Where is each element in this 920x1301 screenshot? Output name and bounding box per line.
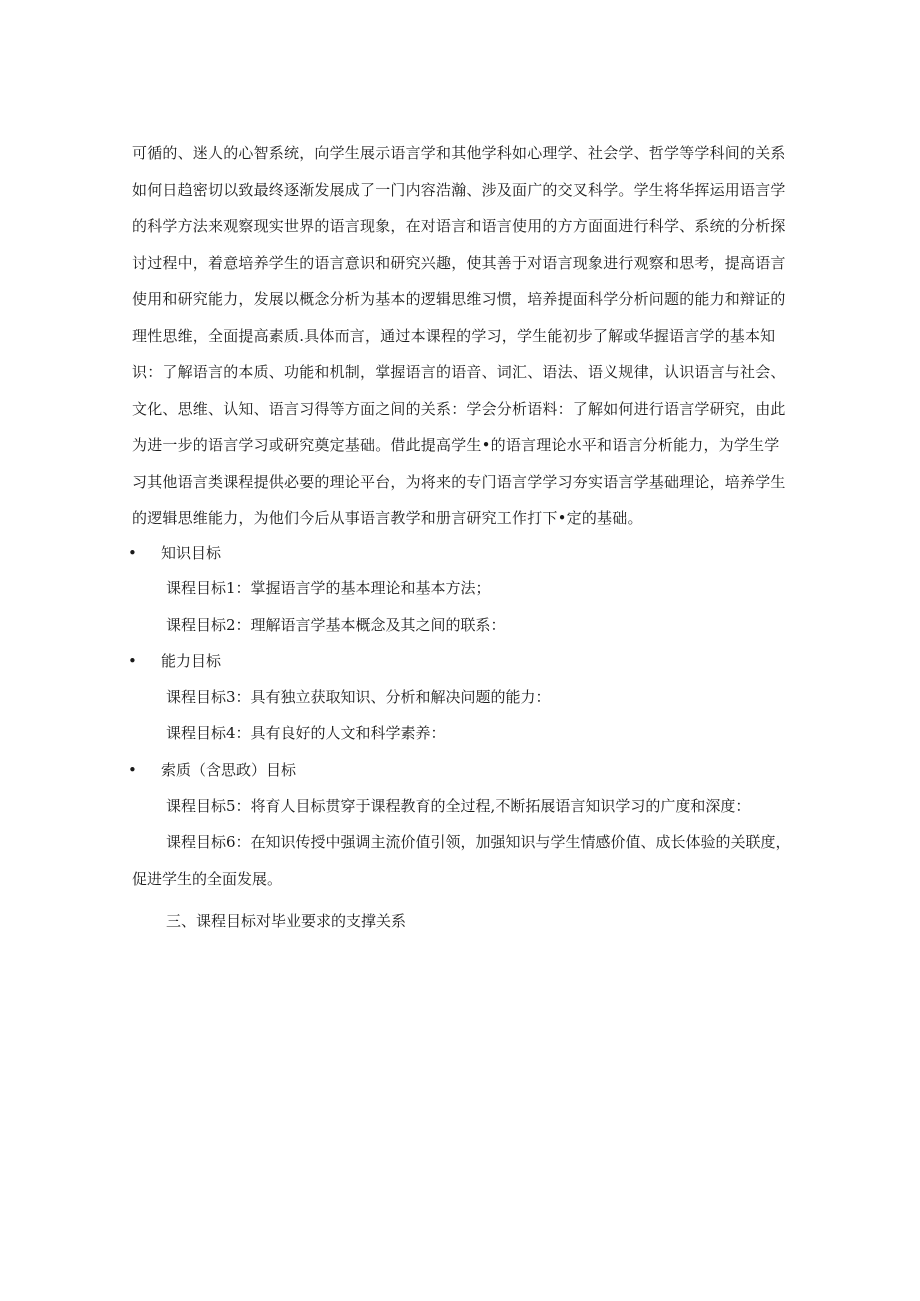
intro-paragraph-line: 的科学方法来观察现实世界的语言现象，在对语言和语言使用的方方面面进行科学、系统的分析探 [132, 217, 786, 235]
course-goal-3: 课程目标3：具有独立获取知识、分析和解决问题的能力： [166, 688, 551, 706]
course-goal-2: 课程目标2：理解语言学基本概念及其之间的联系： [166, 616, 506, 634]
intro-paragraph-line: 的逻辑思维能力，为他们今后从事语言教学和册言研究工作打下•定的基础。 [132, 509, 643, 527]
course-goal-4: 课程目标4：具有良好的人文和科学素养： [166, 724, 446, 742]
intro-paragraph-line: 讨过程中，着意培养学生的语言意识和研究兴趣，使其善于对语言现象进行观察和思考，提高语言 [132, 254, 786, 272]
intro-paragraph-line: 识：了解语言的本质、功能和机制，掌握语言的语音、词汇、语法、语义规律，认识语言与社会、 [132, 363, 786, 381]
intro-paragraph-line: 习其他语言类课程提供必要的理论平台，为将来的专门语言学学习夯实语言学基础理论，培养学生 [132, 473, 786, 491]
intro-paragraph-line: 使用和研究能力，发展以概念分析为基本的逻辑思维习惯，培养提面科学分析问题的能力和辩证的 [132, 290, 786, 308]
section-title: 三、课程目标对毕业要求的支撑关系 [166, 912, 407, 930]
course-goal-1: 课程目标1：掌握语言学的基本理论和基本方法； [166, 579, 491, 597]
course-goal-6-continuation: 促进学生的全面发展。 [132, 870, 283, 888]
knowledge-goals-heading: 知识目标 [161, 544, 222, 562]
intro-paragraph-line: 理性思维，全面提高素质.具体而言，通过本课程的学习，学生能初步了解或华握语言学的基本知 [132, 327, 776, 345]
intro-paragraph-line: 为进一步的语言学习或研究奠定基础。借此提高学生•的语言理论水平和语言分析能力，为学生学 [132, 436, 780, 454]
course-goal-6: 课程目标6：在知识传授中强调主流价值引领，加强知识与学生情感价值、成长体验的关联度， [166, 833, 791, 851]
bullet-marker: • [128, 544, 137, 562]
ability-goals-heading: 能力目标 [161, 652, 222, 670]
intro-paragraph-line: 如何日趋密切以致最终逐渐发展成了一门内容浩瀚、涉及面广的交叉科学。学生将华挥运用语言学 [132, 181, 786, 199]
bullet-marker: • [128, 652, 137, 670]
intro-paragraph-line: 文化、思维、认知、语言习得等方面之间的关系：学会分析语料：了解如何进行语言学研究，由此 [132, 400, 786, 418]
quality-goals-heading: 索质（含思政）目标 [161, 761, 297, 779]
intro-paragraph-line: 可循的、迷人的心智系统，向学生展示语言学和其他学科如心理学、社会学、哲学等学科间的关系 [132, 144, 786, 162]
bullet-marker: • [128, 761, 137, 779]
course-goal-5: 课程目标5：将育人目标贯穿于课程教育的全过程,不断拓展语言知识学习的广度和深度： [166, 797, 751, 815]
